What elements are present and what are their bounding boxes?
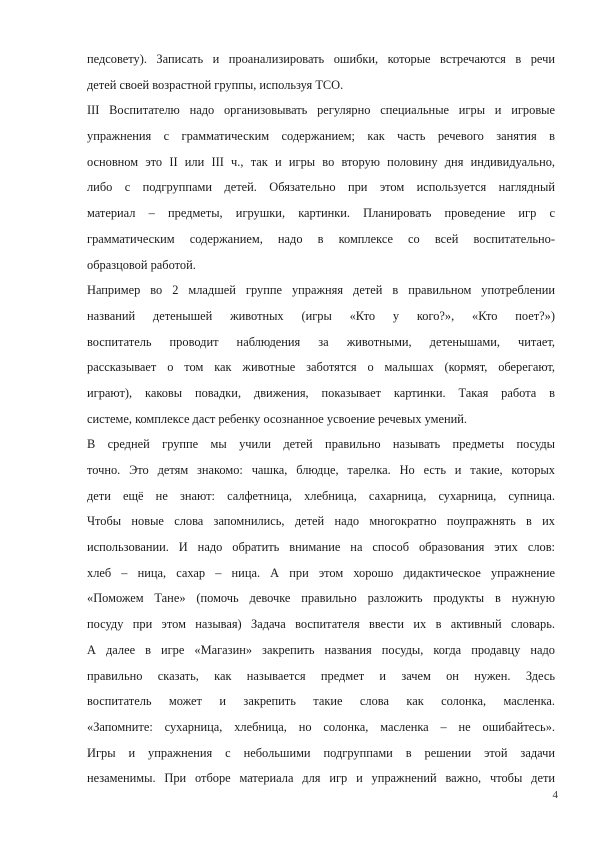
text-line: рассказывает о том как животные заботятся о малышах (кормят, оберегают, xyxy=(87,360,555,375)
text-line: дети ещё не знают: салфетница, хлебница, сахарница, сухарница, супница. xyxy=(87,488,555,503)
text-line: хлеб – ница, сахар – ница. А при этом хорошо дидактическое упражнение xyxy=(87,565,555,580)
text-line: воспитатель может и закрепить такие слова как солонка, масленка. xyxy=(87,694,555,709)
text-line: точно. Это детям знакомо: чашка, блюдце, тарелка. Но есть и такие, которых xyxy=(87,463,555,477)
text-line: грамматическим содержанием, надо в комплексе со всей воспитательно- xyxy=(87,231,555,246)
body-text xyxy=(87,47,555,792)
text-line: Игры и упражнения с небольшими подгруппами в решении этой задачи xyxy=(87,745,555,760)
text-line: незаменимы. При отборе материала для игр и упражнений важно, чтобы дети xyxy=(87,771,555,786)
text-line: А далее в игре «Магазин» закрепить названия посуды, когда продавцу надо xyxy=(87,642,555,657)
text-line: воспитатель проводит наблюдения за животными, детенышами, читает, xyxy=(87,334,555,349)
text-line: Например во 2 младшей группе упражняя детей в правильном употреблении xyxy=(87,283,555,298)
text-line: III Воспитателю надо организовывать регулярно специальные игры и игровые xyxy=(87,103,555,118)
text-line: педсовету). Записать и проанализировать ошибки, которые встречаются в речи xyxy=(87,52,555,66)
text-line: «Поможем Тане» (помочь девочке правильно разложить продукты в нужную xyxy=(87,591,555,606)
text-line: Чтобы новые слова запомнились, детей надо многократно поупражнять в их xyxy=(87,514,555,529)
text-line: детей своей возрастной группы, используя ТСО. xyxy=(87,77,344,92)
text-line: использовании. И надо обратить внимание на способ образования этих слов: xyxy=(87,540,555,555)
text-line: играют), каковы повадки, движения, показывает картинки. Такая работа в xyxy=(87,385,555,400)
text-line: упражнения с грамматическим содержанием; как часть речевого занятия в xyxy=(87,129,555,144)
text-line: либо с подгруппами детей. Обязательно при этом используется наглядный xyxy=(87,180,555,195)
text-line: «Запомните: сухарница, хлебница, но солонка, масленка – не ошибайтесь». xyxy=(87,719,555,734)
text-line: системе, комплексе даст ребенку осознанное усвоение речевых умений. xyxy=(87,411,468,426)
text-line: правильно сказать, как называется предмет и зачем он нужен. Здесь xyxy=(87,668,555,683)
text-line: названий детенышей животных (игры «Кто у кого?», «Кто поет?») xyxy=(87,308,555,323)
page-number: 4 xyxy=(552,789,558,801)
text-line: основном это II или III ч., так и игры во вторую половину дня индивидуально, xyxy=(87,154,555,169)
text-line: образцовой работой. xyxy=(87,257,196,272)
text-line: В средней группе мы учили детей правильно называть предметы посуды xyxy=(87,437,555,452)
text-line: посуду при этом называя) Задача воспитателя ввести их в активный словарь. xyxy=(87,617,555,632)
text-line: материал – предметы, игрушки, картинки. Планировать проведение игр с xyxy=(87,206,555,221)
